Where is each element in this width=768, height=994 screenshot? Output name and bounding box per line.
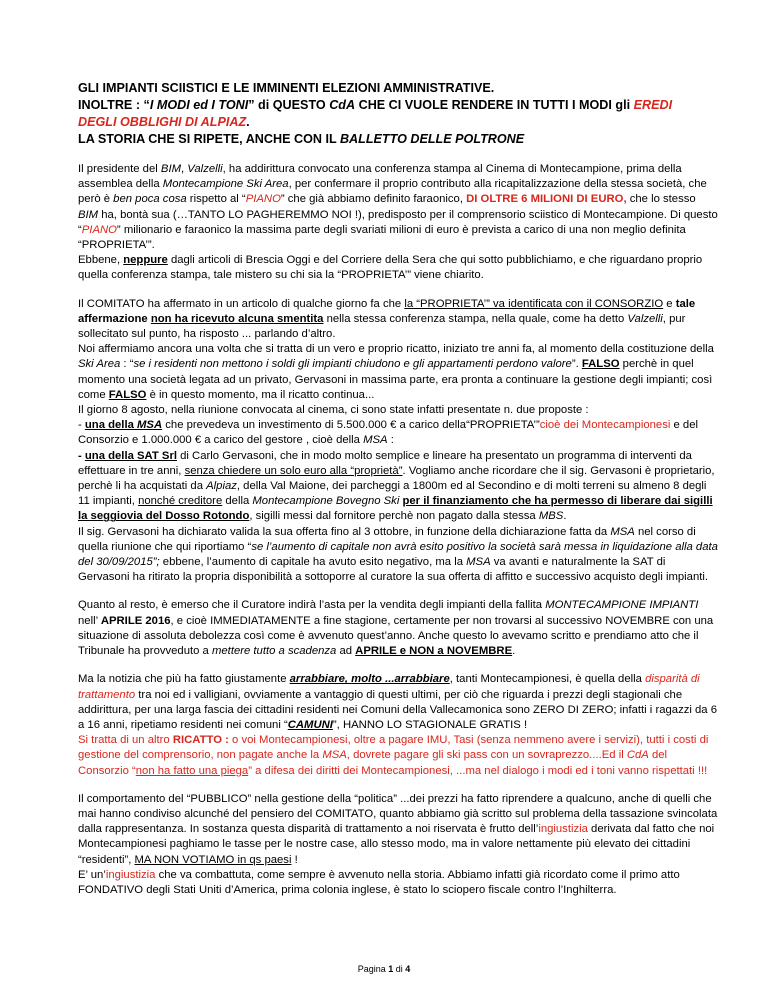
document-page [78, 80, 718, 911]
title-line-3: DEGLI OBBLIGHI DI ALPIAZ. [78, 115, 250, 129]
paragraph-auction: Quanto al resto, è emerso che il Curatore indirà l’asta per la vendita degli impianti della fallita MONTECAMPIONE IMPIANTI nell’ APRILE 2016, e cioè IMMEDIATAMENTE a fine stagione, certamente per non trovarsi al successivo NOVEMBRE con una situazione di assoluta debolezza così come è avvenuto quest’anno. Anche questo lo avevamo scritto e prendiamo atto che il Tribunale ha provveduto a mettere tutto a scadenza ad APRILE e NON a NOVEMBRE. [78, 599, 714, 658]
title-line-1: GLI IMPIANTI SCIISTICI E LE IMMINENTI ELEZIONI AMMINISTRATIVE. [78, 81, 495, 95]
title-line-4: LA STORIA CHE SI RIPETE, ANCHE CON IL BALLETTO DELLE POLTRONE [78, 132, 525, 146]
paragraph-taxation: Il comportamento del “PUBBLICO” nella gestione della “politica” ...dei prezzi ha fatto riprendere a qualcuno, anche di quelli che mai hanno condiviso alcunché del pensiero del COMITATO, quanto abbiamo già scritto sul problema della tassazione svincolata dalla rappresentanza. In sostanza questa disparità di trattamento a noi riservata è frutto dell’ingiustizia derivata dal fatto che noi Montecampionesi paghiamo le tasse per le nostre case, allo stesso modo, ma in valore nettamente più elevato dei cittadini “residenti”, MA NON VOTIAMO in qs paesi ! E’ un’ingiustizia che va combattuta, come sempre è avvenuto nella storia. Abbiamo infatti già ricordato come il primo atto FONDATIVO degli Stati Uniti d’America, prima colonia inglese, è stato lo sciopero fiscale contro l’Inghilterra. [78, 792, 718, 896]
page-number-footer: Pagina 1 di 4 [357, 964, 411, 974]
title-line-2: INOLTRE : “I MODI ed I TONI” di QUESTO CdA CHE CI VUOLE RENDERE IN TUTTI I MODI gli EREDI [78, 98, 673, 112]
paragraph-bim-press-conference: Il presidente del BIM, Valzelli, ha addirittura convocato una conferenza stampa al Cinema di Montecampione, prima della assemblea della Montecampione Ski Area, per confermare il proprio contributo alla ricapitalizzazione della stessa società, che però è ben poca cosa rispetto al “PIANO” che già abbiamo definito faraonico, DI OLTRE 6 MILIONI DI EURO, che lo stesso BIM ha, bontà sua (…TANTO LO PAGHEREMMO NOI !), predisposto per il comprensorio sciistico di Montecampione. Di questo “PIANO” milionario e faraonico la massima parte degli svariati milioni di euro è prevista a carico di una non meglio definita “PROPRIETA’”. Ebbene, neppure dagli articoli di Brescia Oggi e del Corriere della Sera che qui sotto pubblichiamo, e che riguardano proprio quella conferenza stampa, tale mistero su chi sia la “PROPRIETA’” viene chiarito. [78, 163, 718, 282]
document-title [78, 80, 718, 148]
paragraph-comitato-proposals: Il COMITATO ha affermato in un articolo di qualche giorno fa che la “PROPRIETA’” va identificata con il CONSORZIO e tale affermazione non ha ricevuto alcuna smentita nella stessa conferenza stampa, nella quale, come ha detto Valzelli, pur sollecitato sul punto, ha risposto ... parlando d’altro. Noi affermiamo ancora una volta che si tratta di un vero e proprio ricatto, iniziato tre anni fa, al momento della costituzione della Ski Area : “se i residenti non mettono i soldi gli impianti chiudono e gli appartamenti perdono valore”. FALSO perchè in quel momento una società legata ad un privato, Gervasoni in massima parte, era pronta a continuare la gestione degli impianti; così come FALSO è in questo momento, ma il ricatto continua... Il giorno 8 agosto, nella riunione convocata al cinema, ci sono state infatti presentate n. due proposte : - una della MSA che prevedeva un investimento di 5.500.000 € a carico della“PROPRIETA’”cioè dei Montecampionesi e del Consorzio e 1.000.000 € a carico del gestore , cioè della MSA : - una della SAT Srl di Carlo Gervasoni, che in modo molto semplice e lineare ha presentato un programma di interventi da effettuare in tre anni, senza chiedere un solo euro alla “proprietà”. Vogliamo anche ricordare che il sig. Gervasoni è proprietario, perchè li ha acquistati da Alpiaz, della Val Maione, dei parcheggi a 1800m ed al Secondino e di molti terreni su almeno 8 degli 11 impianti, nonché creditore della Montecampione Bovegno Ski per il finanziamento che ha permesso di liberare dai sigilli la seggiovia del Dosso Rotondo, sigilli messi dal fornitore perchè non pagato dalla stessa MBS. Il sig. Gervasoni ha dichiarato valida la sua offerta fino al 3 ottobre, in funzione della dichiarazione fatta da MSA nel corso di quella riunione che qui riportiamo “se l’aumento di capitale non avrà esito positivo la società sarà messa in liquidazione alla data del 30/09/2015”; ebbene, l’aumento di capitale ha avuto esito negativo, ma la MSA va avanti e naturalmente la SAT di Gervasoni ha ritirato la propria disponibilità a sottoporre al curatore la sua offerta di affitto e successivo acquisto degli impianti. [78, 297, 718, 584]
paragraph-ski-pass-disparity: Ma la notizia che più ha fatto giustamente arrabbiare, molto ...arrabbiare, tanti Montecampionesi, è quella della disparità di trattamento tra noi ed i valligiani, ovviamente a vantaggio di questi ultimi, per ciò che riguarda i prezzi degli stagionali che addirittura, per una larga fascia dei cittadini residenti nei Comuni della Vallecamonica sono ZERO DI ZERO; infatti i ragazzi da 6 a 16 anni, ripetiamo residenti nei comuni “CAMUNI”, HANNO LO STAGIONALE GRATIS ! Si tratta di un altro RICATTO : o voi Montecampionesi, oltre a pagare IMU, Tasi (senza nemmeno avere i servizi), tutti i costi di gestione del comprensorio, non pagate anche la MSA, dovrete pagare gli ski pass con un sovraprezzo....Ed il CdA del Consorzio “non ha fatto una piega” a difesa dei diritti dei Montecampionesi, ...ma nel dialogo i modi ed i toni vanno rispettati !!! [78, 673, 718, 777]
